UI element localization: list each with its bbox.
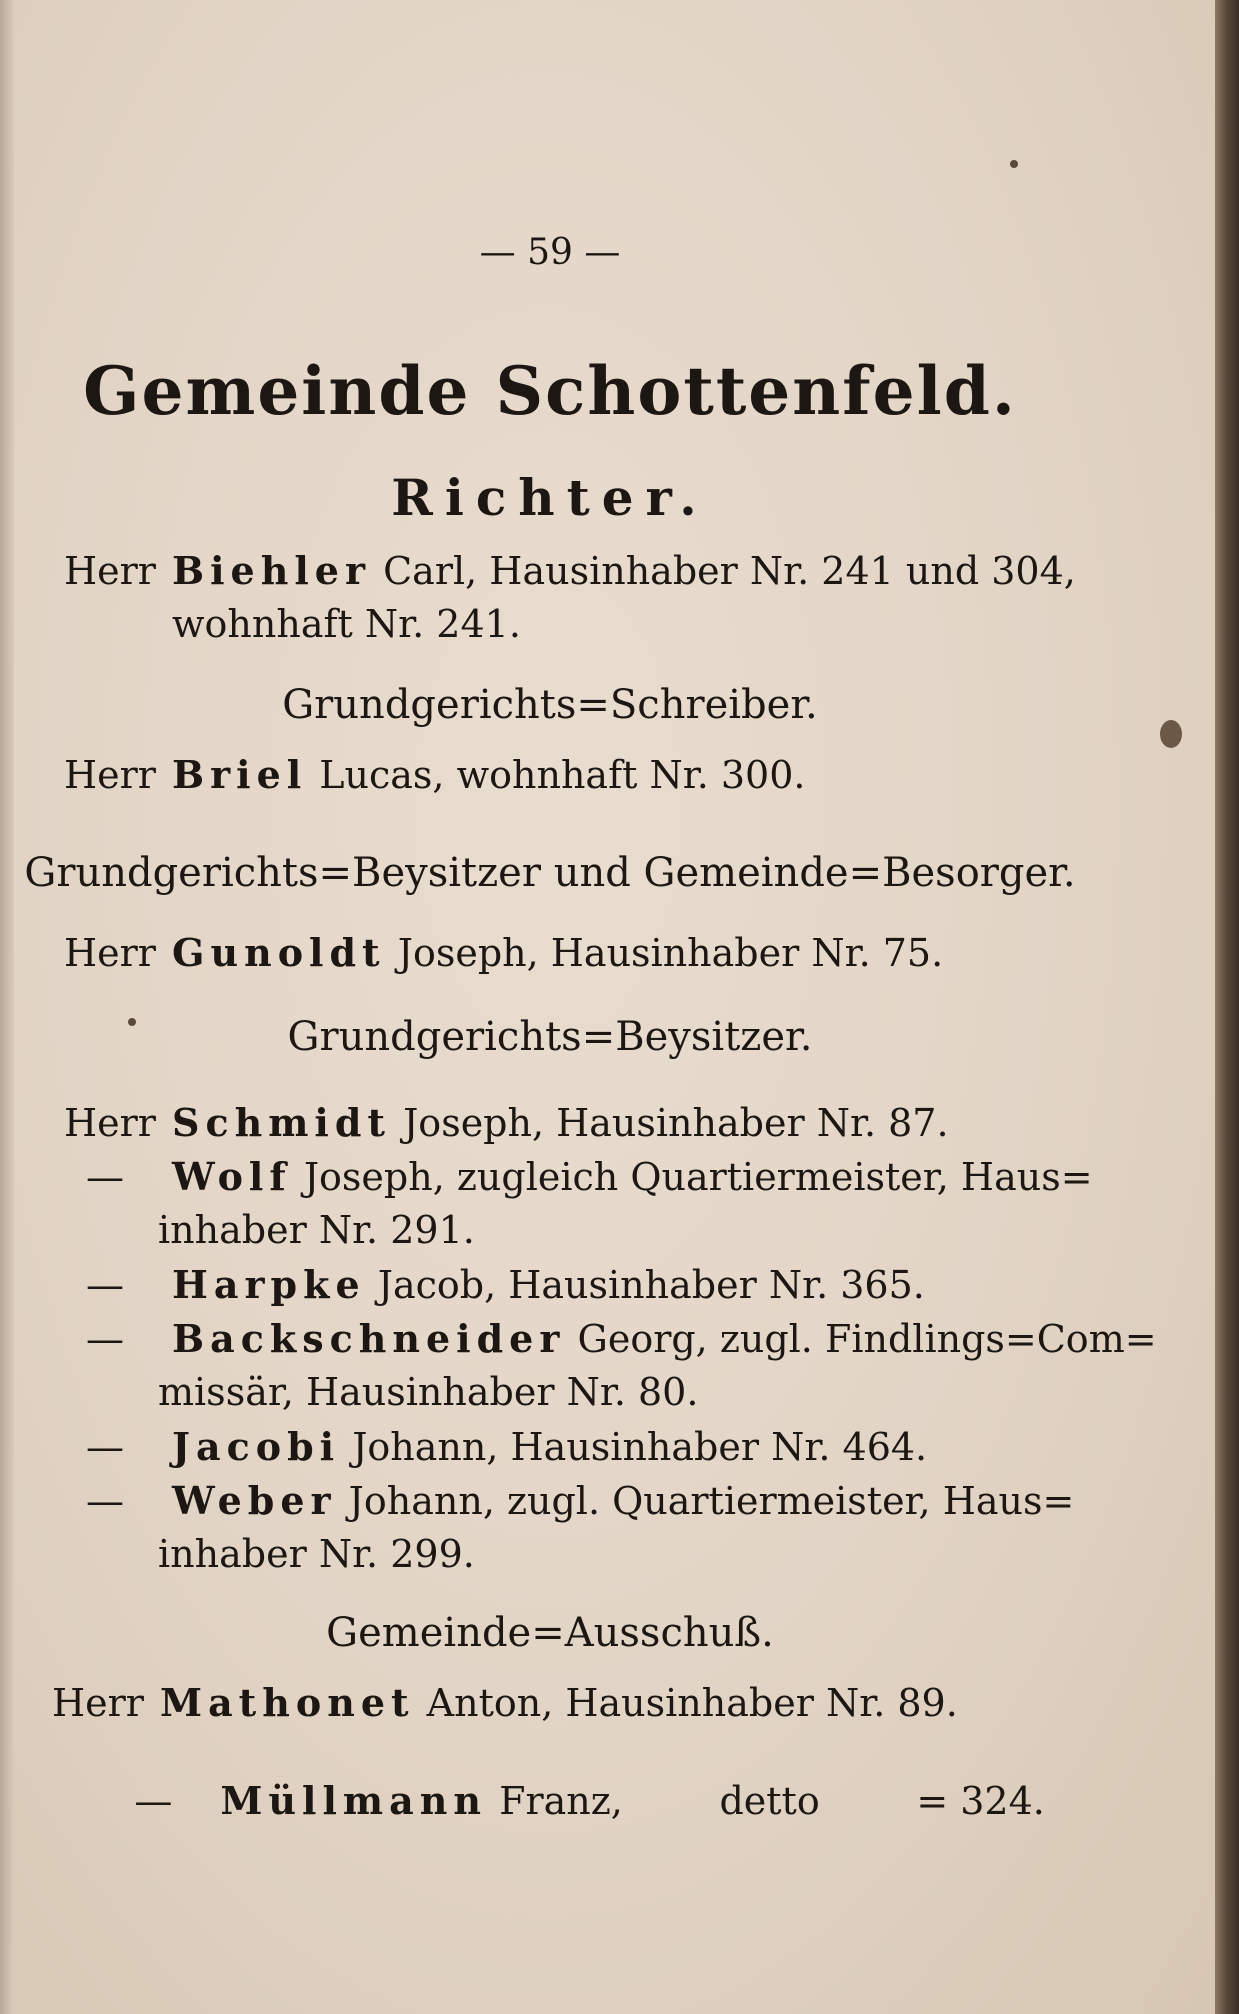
entry-surname: Schmidt	[172, 1100, 391, 1145]
entry-surname: Jacobi	[172, 1424, 341, 1469]
entry-line	[64, 548, 1076, 593]
page-title: Gemeinde Schottenfeld.	[83, 352, 1017, 430]
paper-stain	[1160, 720, 1182, 748]
entry-line	[64, 1424, 927, 1469]
entry-details: Johann, zugl. Quartiermeister, Haus=	[348, 1479, 1075, 1523]
entry-details: Joseph, zugleich Quartiermeister, Haus=	[303, 1155, 1093, 1199]
entry-prefix: —	[86, 1155, 124, 1199]
entry-details: Jacob, Hausinhaber Nr. 365.	[377, 1263, 925, 1307]
entry-surname: Wolf	[172, 1154, 292, 1199]
entry-line	[64, 930, 943, 975]
entry-prefix: —	[86, 1425, 124, 1469]
entry-line	[64, 752, 806, 797]
entry-details: Georg, zugl. Findlings=Com=	[577, 1317, 1157, 1361]
entry-surname: Weber	[172, 1478, 337, 1523]
entry-prefix: —	[134, 1779, 173, 1823]
entry-surname: Gunoldt	[172, 930, 386, 975]
entry-prefix: Herr	[64, 753, 156, 797]
entry-prefix: —	[86, 1317, 124, 1361]
page-gutter	[0, 0, 14, 2014]
entry-continuation: wohnhaft Nr. 241.	[172, 602, 521, 646]
entry-details: Joseph, Hausinhaber Nr. 75.	[397, 931, 944, 975]
entry-prefix: —	[86, 1263, 124, 1307]
entry-surname: Mathonet	[160, 1680, 415, 1725]
page-edge-shadow	[1215, 0, 1239, 2014]
entry-details: Anton, Hausinhaber Nr. 89.	[426, 1681, 958, 1725]
section-heading-beysitzer-besorger: Grundgerichts=Beysitzer und Gemeinde=Besorger.	[24, 850, 1076, 896]
entry-line	[64, 1734, 1045, 1867]
entry-details: Joseph, Hausinhaber Nr. 87.	[403, 1101, 949, 1145]
section-heading-schreiber: Grundgerichts=Schreiber.	[282, 682, 818, 728]
entry-details: Johann, Hausinhaber Nr. 464.	[352, 1425, 928, 1469]
entry-surname: Briel	[172, 752, 308, 797]
entry-details: Carl, Hausinhaber Nr. 241 und 304,	[383, 549, 1076, 593]
entry-prefix: Herr	[64, 931, 156, 975]
entry-details: Lucas, wohnhaft Nr. 300.	[319, 753, 806, 797]
entry-surname: Backschneider	[172, 1316, 566, 1361]
page-number: — 59 —	[479, 232, 621, 273]
entry-line	[64, 1478, 1074, 1523]
section-heading-beysitzer: Grundgerichts=Beysitzer.	[287, 1014, 813, 1060]
entry-prefix: Herr	[64, 549, 156, 593]
section-heading-richter: Richter.	[391, 468, 709, 527]
section-heading-ausschuss: Gemeinde=Ausschuß.	[326, 1610, 774, 1656]
entry-surname: Müllmann	[220, 1778, 487, 1823]
entry-prefix: Herr	[52, 1681, 144, 1725]
entry-surname: Harpke	[172, 1262, 366, 1307]
entry-line	[64, 1262, 925, 1307]
entry-continuation: inhaber Nr. 291.	[158, 1208, 475, 1252]
entry-line	[64, 1316, 1157, 1361]
entry-continuation: inhaber Nr. 299.	[158, 1532, 475, 1576]
entry-line	[64, 1154, 1093, 1199]
entry-prefix: Herr	[64, 1101, 156, 1145]
entry-details: Franz, detto = 324.	[499, 1779, 1045, 1823]
entry-line	[64, 1100, 949, 1145]
entry-continuation: missär, Hausinhaber Nr. 80.	[158, 1370, 699, 1414]
paper-speck	[1010, 160, 1018, 168]
entry-line	[52, 1680, 958, 1725]
entry-prefix: —	[86, 1479, 124, 1523]
entry-surname: Biehler	[172, 548, 371, 593]
